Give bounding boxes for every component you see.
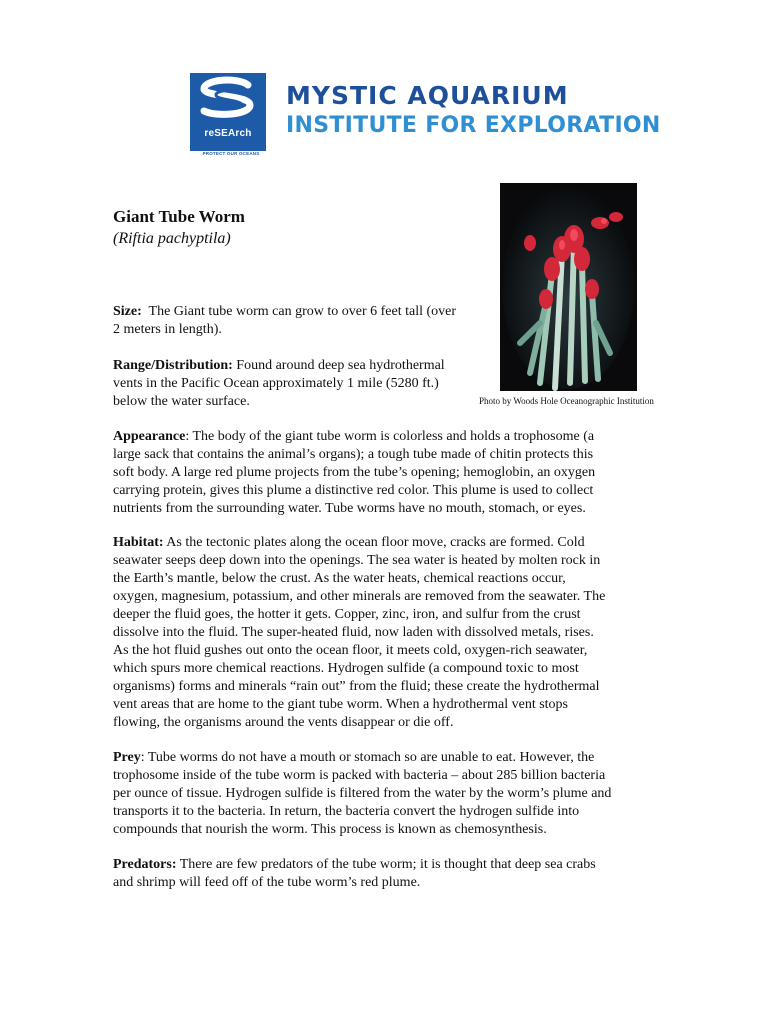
- prey-line-1: : Tube worms do not have a mouth or stomach so are unable to eat. However, the: [140, 750, 595, 765]
- appearance-line-3: soft body. A large red plume projects from the tube’s opening; hemoglobin, an oxygen: [113, 465, 596, 480]
- prey-line-3: per ounce of tissue. Hydrogen sulfide is filtered from the water by the worm’s plume and: [113, 786, 612, 801]
- range-line-2: vents in the Pacific Ocean approximately 1 mile (5280 ft.): [113, 376, 439, 391]
- habitat-line-9: organisms) forms and minerals “rain out” from the fluid; these create the hydrothermal: [113, 679, 600, 694]
- prey-line-2: trophosome inside of the tube worm is packed with bacteria – about 285 billion bacteria: [113, 768, 606, 783]
- scientific-name: (Riftia pachyptila): [113, 230, 231, 247]
- page-title: Giant Tube Worm: [113, 207, 245, 226]
- habitat-label: Habitat:: [113, 535, 164, 550]
- org-subtitle: INSTITUTE FOR EXPLORATION: [286, 113, 661, 138]
- appearance-label: Appearance: [113, 429, 186, 444]
- badge-brand-text: reSEArch: [204, 128, 252, 139]
- habitat-line-6: dissolve into the fluid. The super-heated fluid, now laden with dissolved metals, rises.: [113, 625, 594, 640]
- section-prey: [113, 749, 611, 839]
- range-line-3: below the water surface.: [113, 394, 250, 409]
- habitat-line-7: As the hot fluid gushes out onto the ocean floor, it meets cold, oxygen-rich seawater,: [113, 643, 588, 658]
- double-s-wave-icon: [190, 73, 266, 129]
- prey-label: Prey: [113, 750, 141, 765]
- section-appearance: [113, 428, 595, 518]
- appearance-line-4: carrying protein, gives this plume a distinctive red color. This plume is used to collect: [113, 483, 594, 498]
- habitat-line-4: oxygen, magnesium, potassium, and other minerals are removed from the seawater. The: [113, 589, 606, 604]
- org-name: MYSTIC AQUARIUM: [286, 81, 569, 110]
- predators-line-1: There are few predators of the tube worm; it is thought that deep sea crabs: [179, 857, 596, 872]
- appearance-line-5: nutrients from the surrounding water. Tube worms have no mouth, stomach, or eyes.: [113, 501, 586, 516]
- range-label: Range/Distribution:: [113, 358, 233, 373]
- appearance-line-2: large sack that contains the animal’s organs); a tough tube made of chitin protects this: [113, 447, 594, 462]
- habitat-line-1: As the tectonic plates along the ocean floor move, cracks are formed. Cold: [166, 535, 585, 550]
- appearance-line-1: : The body of the giant tube worm is colorless and holds a trophosome (a: [185, 429, 595, 444]
- prey-line-5: compounds that nourish the worm. This process is known as chemosynthesis.: [113, 822, 547, 837]
- habitat-line-5: deeper the fluid goes, the hotter it gets. Copper, zinc, iron, and sulfur from the crust: [113, 607, 581, 622]
- size-label: Size:: [113, 304, 142, 319]
- predators-label: Predators:: [113, 857, 177, 872]
- section-predators: [113, 856, 596, 892]
- size-line-2: 2 meters in length).: [113, 322, 222, 337]
- header-logo: [186, 65, 661, 165]
- predators-line-2: and shrimp will feed off of the tube worm’s red plume.: [113, 875, 421, 890]
- habitat-line-2: seawater seeps deep down into the openings. The sea water is heated by molten rock in: [113, 553, 601, 568]
- habitat-line-10: vent areas that are home to the giant tube worm. When a hydrothermal vent stops: [113, 697, 568, 712]
- habitat-line-11: flowing, the organisms around the vents disappear or die off.: [113, 715, 454, 730]
- range-line-1: Found around deep sea hydrothermal: [236, 358, 445, 373]
- habitat-line-3: the Earth’s mantle, below the crust. As the water heats, chemical reactions occur,: [113, 571, 566, 586]
- section-habitat: [113, 534, 605, 732]
- tube-worm-illustration: [500, 183, 637, 391]
- prey-line-4: transports it to the bacteria. In return, the bacteria convert the hydrogen sulfide into: [113, 804, 580, 819]
- tube-worm-photo: [500, 183, 637, 391]
- badge-tagline: PROTECT OUR OCEANS: [202, 151, 260, 156]
- size-line-1: The Giant tube worm can grow to over 6 feet tall (over: [148, 304, 457, 319]
- section-size: [113, 303, 456, 339]
- photo-credit: Photo by Woods Hole Oceanographic Institution: [479, 396, 654, 406]
- research-badge-logo: [190, 73, 266, 151]
- section-range: [113, 357, 445, 411]
- habitat-line-8: which spurs more chemical reactions. Hydrogen sulfide (a compound toxic to most: [113, 661, 579, 676]
